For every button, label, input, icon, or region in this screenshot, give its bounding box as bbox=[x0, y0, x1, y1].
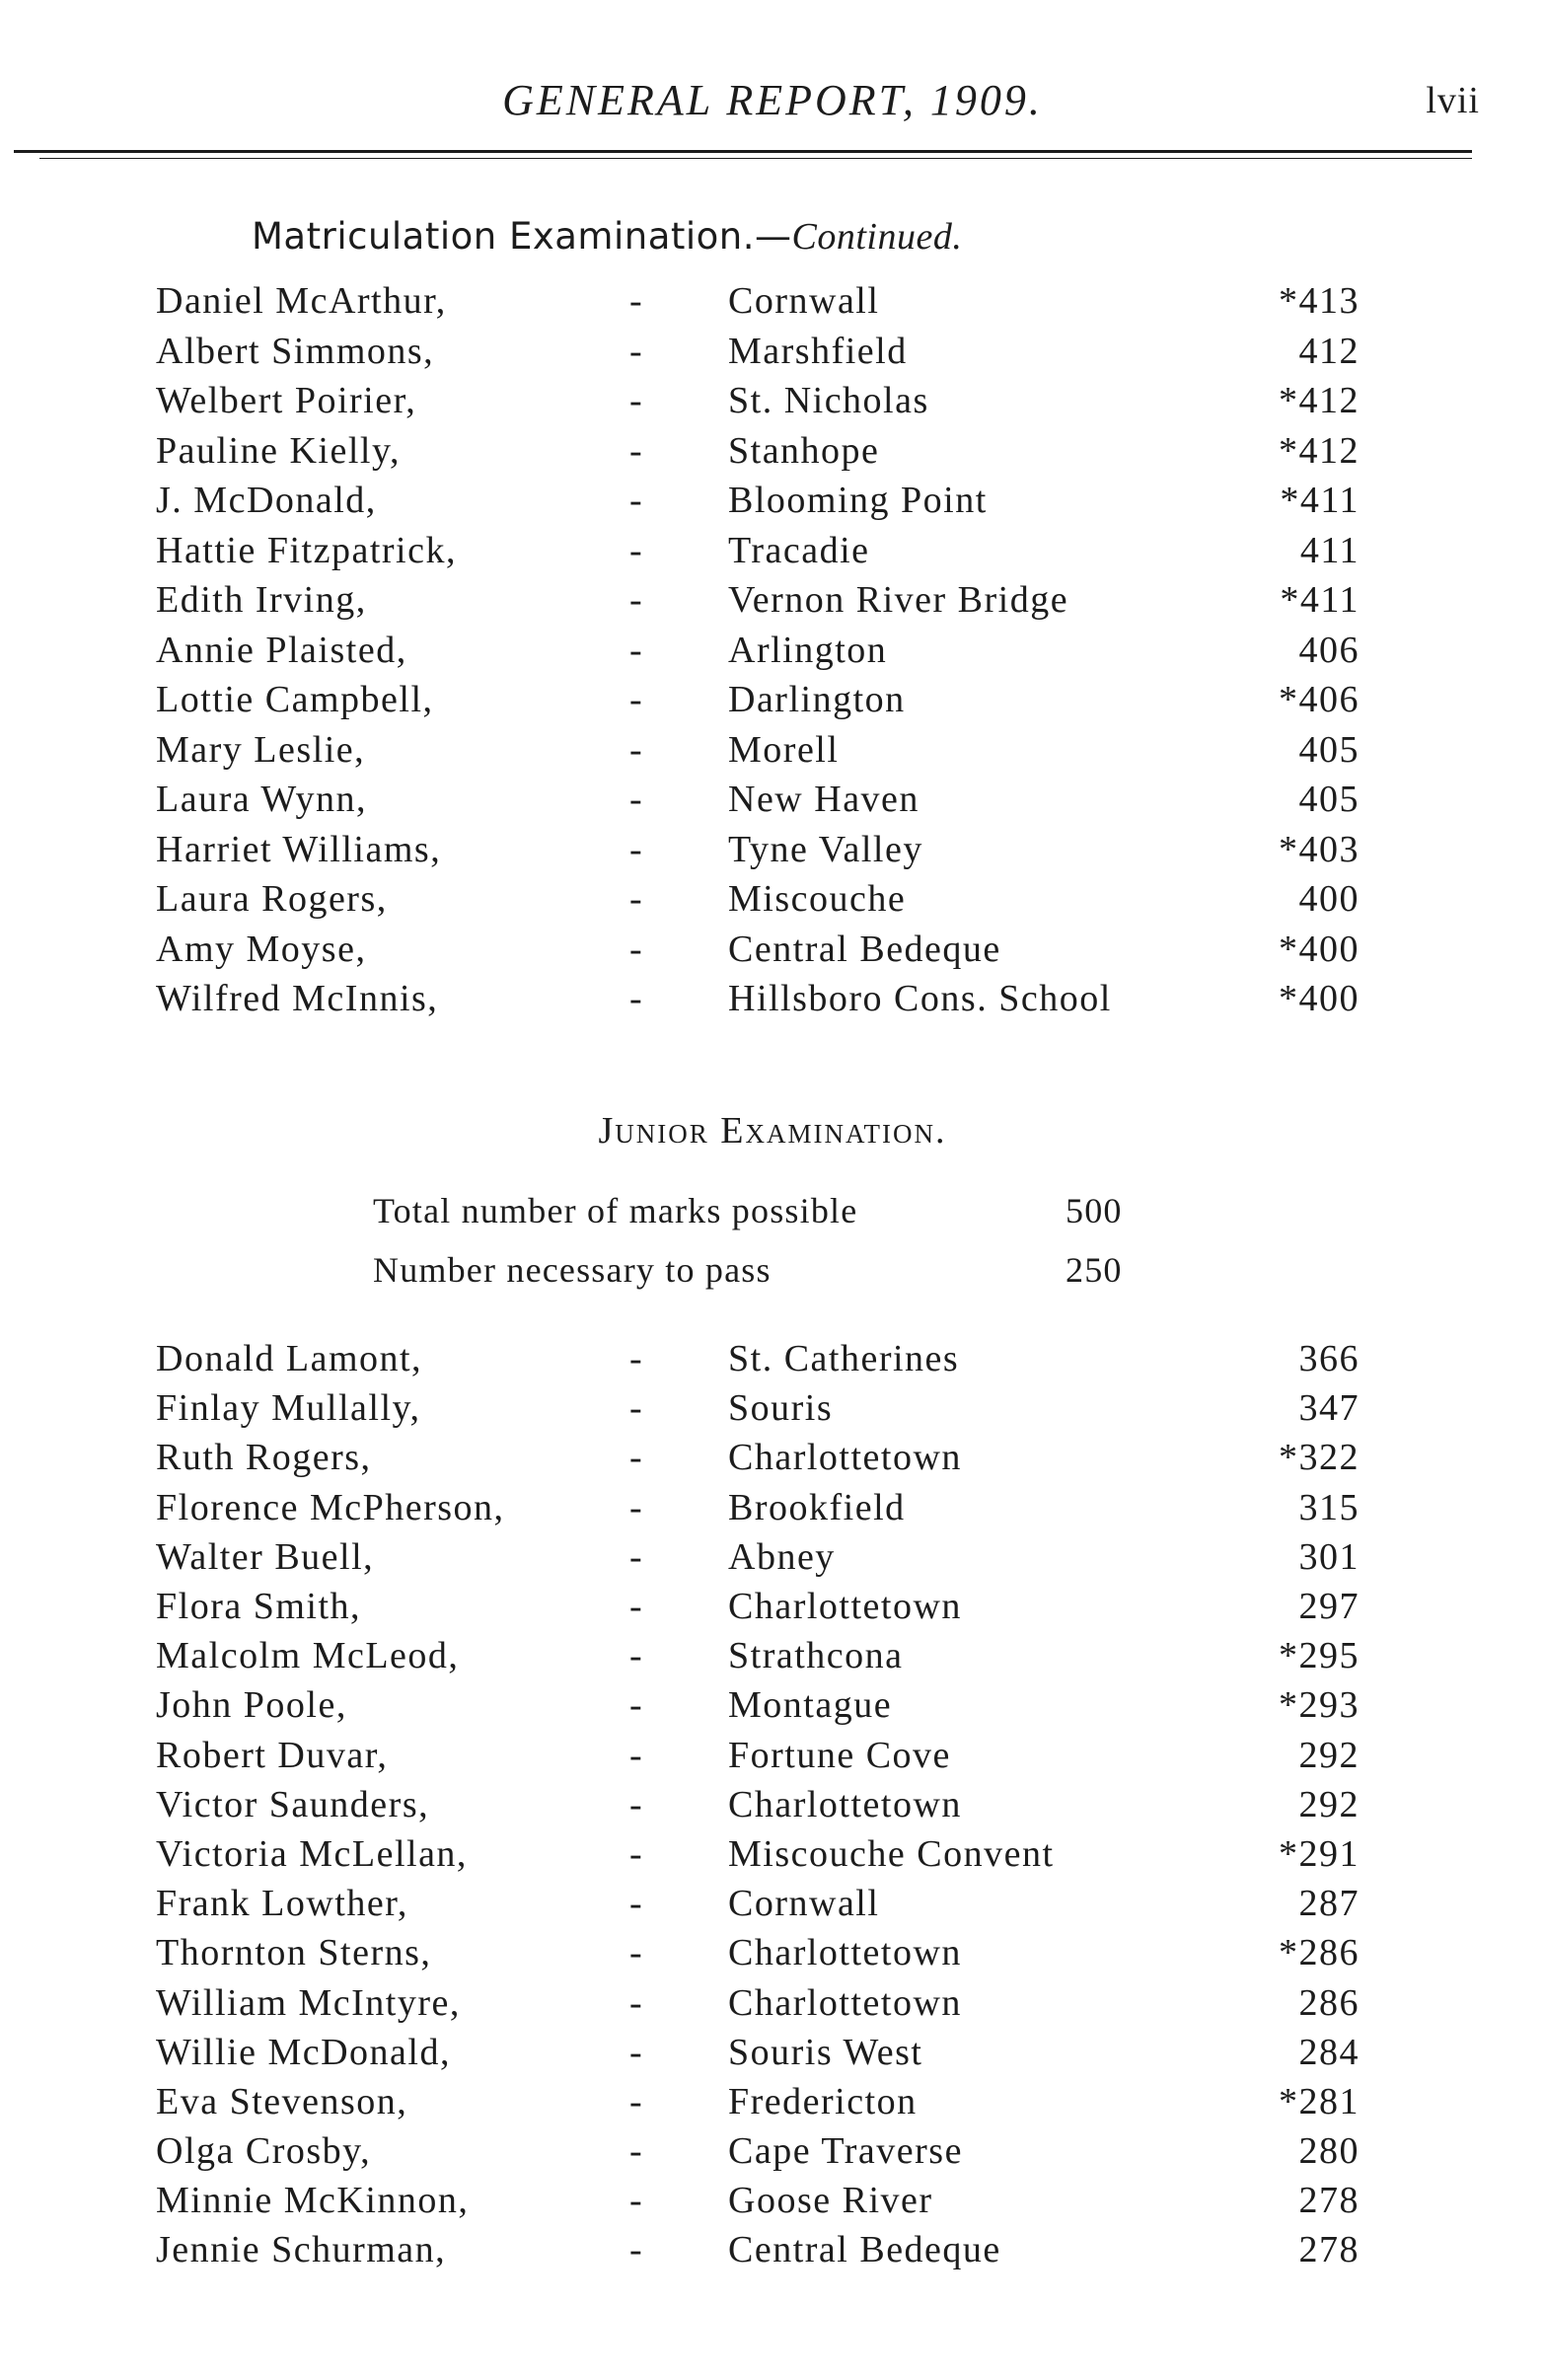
separator-dash: - bbox=[629, 1684, 644, 1727]
table-row bbox=[156, 1631, 1360, 1680]
candidate-mark: 286 bbox=[1298, 1981, 1360, 2024]
candidate-name: Robert Duvar, bbox=[156, 1734, 389, 1776]
candidate-name: Hattie Fitzpatrick, bbox=[156, 529, 457, 571]
school-location: Hillsboro Cons. School bbox=[728, 978, 1112, 1020]
table-row bbox=[156, 575, 1360, 626]
candidate-mark: *286 bbox=[1279, 1932, 1360, 1974]
candidate-name: John Poole, bbox=[156, 1684, 347, 1727]
table-row bbox=[156, 874, 1360, 925]
candidate-mark: 284 bbox=[1298, 2031, 1360, 2073]
school-location: St. Nicholas bbox=[728, 380, 929, 422]
table-row bbox=[156, 775, 1360, 825]
separator-dash: - bbox=[629, 1635, 644, 1677]
school-location: Charlottetown bbox=[728, 1981, 962, 2024]
school-location: Morell bbox=[728, 728, 840, 771]
candidate-name: Minnie McKinnon, bbox=[156, 2180, 470, 2222]
school-location: Souris bbox=[728, 1387, 834, 1430]
table-row bbox=[156, 426, 1360, 477]
separator-dash: - bbox=[629, 978, 644, 1020]
candidate-name: Florence McPherson, bbox=[156, 1486, 505, 1528]
running-title: GENERAL REPORT, 1909. bbox=[502, 76, 1043, 124]
candidate-mark: *403 bbox=[1279, 828, 1360, 870]
table-row bbox=[156, 2176, 1360, 2225]
candidate-name: Laura Wynn, bbox=[156, 779, 367, 821]
separator-dash: - bbox=[629, 1486, 644, 1528]
separator-dash: - bbox=[629, 1387, 644, 1430]
table-row bbox=[156, 1829, 1360, 1879]
candidate-name: Victor Saunders, bbox=[156, 1783, 430, 1825]
table-row bbox=[156, 1780, 1360, 1829]
school-location: Miscouche Convent bbox=[728, 1832, 1055, 1875]
table-row bbox=[156, 1977, 1360, 2027]
separator-dash: - bbox=[629, 1437, 644, 1479]
candidate-name: Malcolm McLeod, bbox=[156, 1635, 460, 1677]
school-location: Cornwall bbox=[728, 1883, 880, 1925]
separator-dash: - bbox=[629, 2130, 644, 2173]
candidate-mark: *281 bbox=[1279, 2080, 1360, 2122]
school-location: Stanhope bbox=[728, 429, 880, 472]
matriculation-heading-continued: Continued. bbox=[791, 216, 963, 258]
total-marks-line bbox=[373, 1190, 1123, 1231]
header-rule bbox=[14, 150, 1472, 153]
matriculation-heading-text: Matriculation Examination.— bbox=[252, 215, 792, 258]
separator-dash: - bbox=[629, 1535, 644, 1578]
school-location: Goose River bbox=[728, 2180, 933, 2222]
table-row bbox=[156, 526, 1360, 576]
school-location: Cape Traverse bbox=[728, 2130, 963, 2173]
candidate-mark: 297 bbox=[1298, 1586, 1360, 1628]
candidate-mark: 292 bbox=[1298, 1734, 1360, 1776]
candidate-name: Flora Smith, bbox=[156, 1586, 362, 1628]
table-row bbox=[156, 1928, 1360, 1977]
separator-dash: - bbox=[629, 679, 644, 721]
candidate-mark: 315 bbox=[1298, 1486, 1360, 1528]
school-location: Strathcona bbox=[728, 1635, 904, 1677]
candidate-mark: *400 bbox=[1279, 978, 1360, 1020]
candidate-name: Daniel McArthur, bbox=[156, 280, 447, 323]
separator-dash: - bbox=[629, 2180, 644, 2222]
candidate-mark: *293 bbox=[1279, 1684, 1360, 1727]
total-marks-label: Total number of marks possible bbox=[373, 1191, 858, 1230]
table-row bbox=[156, 376, 1360, 426]
school-location: Charlottetown bbox=[728, 1783, 962, 1825]
school-location: Darlington bbox=[728, 679, 906, 721]
school-location: Central Bedeque bbox=[728, 2229, 1001, 2271]
table-row bbox=[156, 1383, 1360, 1433]
candidate-name: Walter Buell, bbox=[156, 1535, 375, 1578]
school-location: Brookfield bbox=[728, 1486, 906, 1528]
candidate-mark: 406 bbox=[1298, 629, 1360, 671]
candidate-name: Eva Stevenson, bbox=[156, 2080, 408, 2122]
school-location: Miscouche bbox=[728, 878, 907, 921]
separator-dash: - bbox=[629, 2080, 644, 2122]
school-location: Tyne Valley bbox=[728, 828, 923, 870]
candidate-name: Ruth Rogers, bbox=[156, 1437, 372, 1479]
table-row bbox=[156, 476, 1360, 526]
junior-heading: Junior Examination. bbox=[598, 1110, 947, 1152]
candidate-name: Mary Leslie, bbox=[156, 728, 366, 771]
school-location: Marshfield bbox=[728, 330, 908, 372]
candidate-name: Willie McDonald, bbox=[156, 2031, 451, 2073]
total-marks-value: 500 bbox=[1066, 1191, 1123, 1230]
candidate-mark: 278 bbox=[1298, 2180, 1360, 2222]
school-location: Fredericton bbox=[728, 2080, 918, 2122]
table-row bbox=[156, 925, 1360, 975]
candidate-name: Amy Moyse, bbox=[156, 928, 367, 970]
table-row bbox=[156, 1433, 1360, 1482]
separator-dash: - bbox=[629, 1932, 644, 1974]
table-row bbox=[156, 2225, 1360, 2274]
table-row bbox=[156, 974, 1360, 1024]
candidate-mark: 287 bbox=[1298, 1883, 1360, 1925]
candidate-mark: 412 bbox=[1298, 330, 1360, 372]
separator-dash: - bbox=[629, 629, 644, 671]
candidate-name: Finlay Mullally, bbox=[156, 1387, 421, 1430]
separator-dash: - bbox=[629, 1832, 644, 1875]
school-location: Blooming Point bbox=[728, 480, 988, 522]
table-row bbox=[156, 825, 1360, 875]
candidate-mark: *400 bbox=[1279, 928, 1360, 970]
candidate-mark: *412 bbox=[1279, 380, 1360, 422]
separator-dash: - bbox=[629, 529, 644, 571]
pass-marks-line bbox=[373, 1249, 1123, 1291]
candidate-mark: 405 bbox=[1298, 779, 1360, 821]
separator-dash: - bbox=[629, 1586, 644, 1628]
pass-marks-label: Number necessary to pass bbox=[373, 1250, 772, 1290]
school-location: St. Catherines bbox=[728, 1338, 960, 1380]
candidate-mark: *411 bbox=[1280, 579, 1360, 622]
candidate-mark: *411 bbox=[1280, 480, 1360, 522]
pass-marks-value: 250 bbox=[1066, 1250, 1123, 1290]
separator-dash: - bbox=[629, 1981, 644, 2024]
candidate-name: William McIntyre, bbox=[156, 1981, 461, 2024]
candidate-name: Frank Lowther, bbox=[156, 1883, 408, 1925]
school-location: Charlottetown bbox=[728, 1586, 962, 1628]
separator-dash: - bbox=[629, 779, 644, 821]
candidate-name: Harriet Williams, bbox=[156, 828, 442, 870]
candidate-name: Lottie Campbell, bbox=[156, 679, 434, 721]
candidate-mark: 292 bbox=[1298, 1783, 1360, 1825]
candidate-name: J. McDonald, bbox=[156, 480, 377, 522]
candidate-mark: 366 bbox=[1298, 1338, 1360, 1380]
matriculation-heading bbox=[252, 215, 962, 259]
separator-dash: - bbox=[629, 380, 644, 422]
candidate-mark: *412 bbox=[1279, 429, 1360, 472]
separator-dash: - bbox=[629, 728, 644, 771]
separator-dash: - bbox=[629, 280, 644, 323]
school-location: Central Bedeque bbox=[728, 928, 1001, 970]
table-row bbox=[156, 1532, 1360, 1582]
candidate-name: Wilfred McInnis, bbox=[156, 978, 439, 1020]
page-number: lvii bbox=[1426, 80, 1480, 121]
candidate-mark: 278 bbox=[1298, 2229, 1360, 2271]
candidate-name: Edith Irving, bbox=[156, 579, 367, 622]
candidate-name: Albert Simmons, bbox=[156, 330, 435, 372]
table-row bbox=[156, 1483, 1360, 1532]
separator-dash: - bbox=[629, 878, 644, 921]
candidate-mark: *322 bbox=[1279, 1437, 1360, 1479]
table-row bbox=[156, 2077, 1360, 2126]
separator-dash: - bbox=[629, 429, 644, 472]
table-row bbox=[156, 1680, 1360, 1730]
school-location: Charlottetown bbox=[728, 1437, 962, 1479]
table-row bbox=[156, 2028, 1360, 2077]
header-rule-thin bbox=[39, 158, 1472, 159]
candidate-mark: 347 bbox=[1298, 1387, 1360, 1430]
candidate-mark: *291 bbox=[1279, 1832, 1360, 1875]
separator-dash: - bbox=[629, 828, 644, 870]
school-location: New Haven bbox=[728, 779, 920, 821]
table-row bbox=[156, 1582, 1360, 1631]
table-row bbox=[156, 1879, 1360, 1928]
junior-table bbox=[156, 1334, 1360, 2275]
table-row bbox=[156, 276, 1360, 327]
candidate-mark: *413 bbox=[1279, 280, 1360, 323]
separator-dash: - bbox=[629, 1338, 644, 1380]
separator-dash: - bbox=[629, 1883, 644, 1925]
candidate-name: Olga Crosby, bbox=[156, 2130, 372, 2173]
candidate-mark: 301 bbox=[1298, 1535, 1360, 1578]
school-location: Fortune Cove bbox=[728, 1734, 951, 1776]
table-row bbox=[156, 1731, 1360, 1780]
school-location: Montague bbox=[728, 1684, 893, 1727]
table-row bbox=[156, 327, 1360, 377]
candidate-mark: 400 bbox=[1298, 878, 1360, 921]
separator-dash: - bbox=[629, 330, 644, 372]
separator-dash: - bbox=[629, 2031, 644, 2073]
school-location: Souris West bbox=[728, 2031, 923, 2073]
candidate-mark: 411 bbox=[1299, 529, 1360, 571]
candidate-name: Annie Plaisted, bbox=[156, 629, 407, 671]
separator-dash: - bbox=[629, 1734, 644, 1776]
candidate-name: Victoria McLellan, bbox=[156, 1832, 468, 1875]
matriculation-table bbox=[156, 276, 1360, 1024]
school-location: Charlottetown bbox=[728, 1932, 962, 1974]
table-row bbox=[156, 626, 1360, 676]
school-location: Cornwall bbox=[728, 280, 880, 323]
table-row bbox=[156, 675, 1360, 725]
separator-dash: - bbox=[629, 579, 644, 622]
candidate-name: Pauline Kielly, bbox=[156, 429, 401, 472]
separator-dash: - bbox=[629, 480, 644, 522]
candidate-name: Thornton Sterns, bbox=[156, 1932, 432, 1974]
candidate-mark: *406 bbox=[1279, 679, 1360, 721]
separator-dash: - bbox=[629, 928, 644, 970]
school-location: Arlington bbox=[728, 629, 888, 671]
candidate-mark: *295 bbox=[1279, 1635, 1360, 1677]
candidate-name: Donald Lamont, bbox=[156, 1338, 423, 1380]
table-row bbox=[156, 1334, 1360, 1383]
candidate-mark: 405 bbox=[1298, 728, 1360, 771]
school-location: Vernon River Bridge bbox=[728, 579, 1069, 622]
separator-dash: - bbox=[629, 1783, 644, 1825]
school-location: Abney bbox=[728, 1535, 836, 1578]
candidate-mark: 280 bbox=[1298, 2130, 1360, 2173]
separator-dash: - bbox=[629, 2229, 644, 2271]
school-location: Tracadie bbox=[728, 529, 870, 571]
candidate-name: Welbert Poirier, bbox=[156, 380, 417, 422]
table-row bbox=[156, 725, 1360, 776]
table-row bbox=[156, 2126, 1360, 2176]
candidate-name: Jennie Schurman, bbox=[156, 2229, 447, 2271]
candidate-name: Laura Rogers, bbox=[156, 878, 388, 921]
